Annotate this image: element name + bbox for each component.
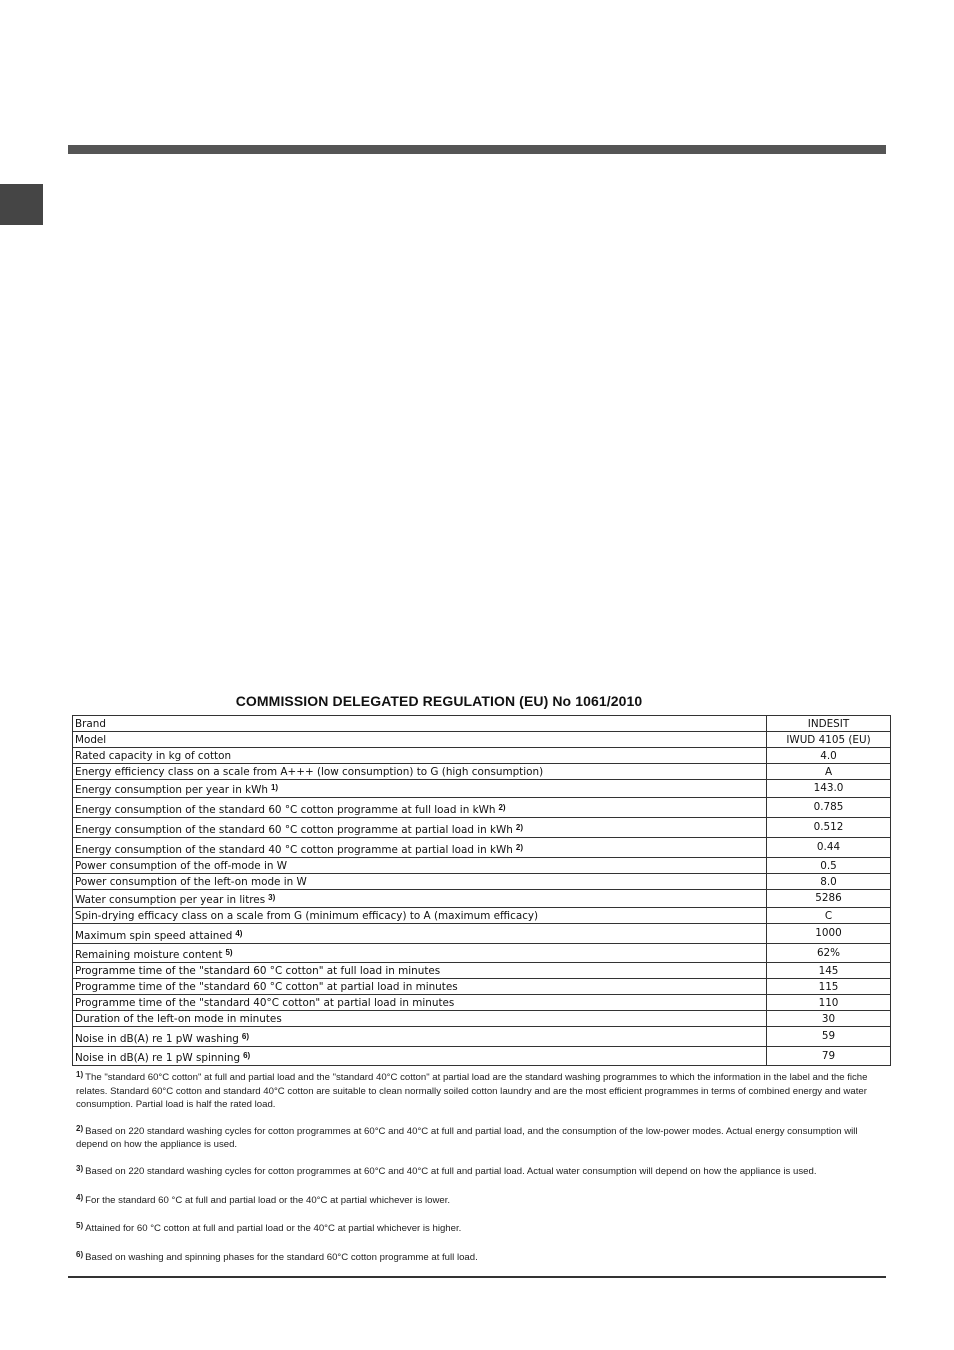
table-row [73,924,891,944]
spec-value: 143.0 [767,780,891,798]
spec-value: 110 [767,995,891,1011]
spec-label: Remaining moisture content [75,949,223,961]
footnote-number: 2) [76,1123,84,1133]
footnote [76,1068,876,1112]
table-row [73,838,891,858]
spec-label-cell [73,798,767,818]
spec-value: 0.5 [767,858,891,874]
table-row [73,944,891,963]
spec-label-cell [73,818,767,838]
footnote-ref: 2) [515,823,524,832]
spec-value: 0.44 [767,838,891,858]
spec-label-cell [73,963,767,979]
spec-label-cell [73,995,767,1011]
spec-value: 5286 [767,890,891,908]
footnote-number: 3) [76,1163,84,1173]
spec-label: Energy efficiency class on a scale from A+++ (low consumption) to G (high consumption) [75,766,544,778]
spec-value: C [767,908,891,924]
footnote-text: The "standard 60°C cotton" at full and partial load and the "standard 40°C cotton" at partial load are the standard washing programmes to which the information in the label and the fiche relates. Standard 60°C cotton and standard 40°C cotton are suitable to clean normally soiled cotton laundry and are the most efficient programmes in terms of combined energy and water consumption. Partial load is half the rated load. [76,1072,868,1111]
spec-value: 1000 [767,924,891,944]
table-row [73,979,891,995]
footnote-ref: 6) [243,1051,251,1060]
spec-value: 8.0 [767,874,891,890]
spec-label: Duration of the left-on mode in minutes [75,1013,282,1025]
spec-label: Maximum spin speed attained [75,930,233,942]
spec-label: Spin-drying efficacy class on a scale from G (minimum efficacy) to A (maximum efficacy) [75,910,539,922]
footnote-ref: 5) [225,948,233,957]
spec-label: Noise in dB(A) re 1 pW spinning [75,1052,241,1064]
spec-value: 145 [767,963,891,979]
spec-label-cell [73,890,767,908]
regulation-title: COMMISSION DELEGATED REGULATION (EU) No 1061/2010 [235,693,643,709]
footnote-text: For the standard 60 °C at full and partial load or the 40°C at partial whichever is lower. [85,1194,451,1206]
footnote [76,1162,876,1179]
spec-label-cell [73,748,767,764]
spec-label: Power consumption of the left-on mode in W [75,876,307,888]
spec-value: 79 [767,1047,891,1066]
spec-label: Programme time of the "standard 60 °C cotton" at full load in minutes [75,965,441,977]
spec-value: 115 [767,979,891,995]
spec-label-cell [73,1027,767,1047]
spec-label-cell [73,780,767,798]
spec-value: 0.512 [767,818,891,838]
spec-value: IWUD 4105 (EU) [767,732,891,748]
spec-value: 59 [767,1027,891,1047]
spec-label-cell [73,1047,767,1066]
table-row [73,732,891,748]
footnote-text: Based on 220 standard washing cycles for cotton programmes at 60°C and 40°C at full and partial load. Actual water consumption will depend on how the appliance is used. [85,1165,817,1177]
footnote-number: 1) [76,1070,84,1079]
table-row [73,1011,891,1027]
footnote [76,1122,876,1152]
footnote-ref: 2) [498,803,506,812]
spec-label: Programme time of the "standard 60 °C cotton" at partial load in minutes [75,981,458,993]
footnote-ref: 3) [268,893,276,902]
table-row [73,780,891,798]
spec-label-cell [73,716,767,732]
table-row [73,1027,891,1047]
footnote-text: Based on 220 standard washing cycles for cotton programmes at 60°C and 40°C at full and partial load, and the consumption of the low-power modes. Actual energy consumption will depend on how the appliance is used. [76,1125,858,1151]
spec-label-cell [73,908,767,924]
footnote-ref: 4) [235,929,243,938]
footnote-ref: 6) [241,1032,250,1041]
spec-label: Model [75,734,107,746]
spec-label-cell [73,874,767,890]
spec-label-cell [73,1011,767,1027]
spec-label: Programme time of the "standard 40°C cotton" at partial load in minutes [75,997,455,1009]
language-tab-marker [0,184,43,225]
footnote [76,1191,876,1208]
footnote-number: 6) [76,1249,84,1259]
spec-label: Rated capacity in kg of cotton [75,750,232,762]
table-row [73,908,891,924]
footnote-number: 4) [76,1192,84,1202]
footnote-number: 5) [76,1221,84,1231]
spec-label: Energy consumption of the standard 60 °C cotton programme at full load in kWh [75,804,496,816]
header-rule [68,145,886,154]
table-row [73,995,891,1011]
footnote [76,1219,876,1236]
spec-label-cell [73,838,767,858]
table-row [73,1047,891,1066]
spec-label: Water consumption per year in litres [75,894,266,906]
spec-label: Energy consumption per year in kWh [75,784,268,796]
table-row [73,858,891,874]
table-row [73,716,891,732]
table-row [73,963,891,979]
spec-value: A [767,764,891,780]
spec-label: Energy consumption of the standard 40 °C cotton programme at partial load in kWh [75,844,513,856]
table-row [73,764,891,780]
spec-value: 4.0 [767,748,891,764]
footnote-text: Attained for 60 °C cotton at full and partial load or the 40°C at partial whichever is higher. [85,1223,462,1235]
footnote-ref: 1) [270,783,279,792]
table-row [73,748,891,764]
footnote-text: Based on washing and spinning phases for the standard 60°C cotton programme at full load. [85,1251,478,1263]
spec-value: 0.785 [767,798,891,818]
spec-label: Power consumption of the off-mode in W [75,860,288,872]
footnotes [76,1068,876,1264]
spec-label-cell [73,732,767,748]
spec-value: 30 [767,1011,891,1027]
spec-label: Energy consumption of the standard 60 °C cotton programme at partial load in kWh [75,824,513,836]
spec-label-cell [73,924,767,944]
spec-label-cell [73,944,767,963]
footer-rule [68,1276,886,1278]
footnote [76,1248,876,1265]
table-row [73,798,891,818]
spec-label-cell [73,979,767,995]
spec-label-cell [73,764,767,780]
table-row [73,818,891,838]
spec-label: Noise in dB(A) re 1 pW washing [75,1033,239,1045]
table-row [73,890,891,908]
spec-value: INDESIT [767,716,891,732]
table-row [73,874,891,890]
spec-label: Brand [75,718,106,730]
footnote-ref: 2) [515,843,524,852]
spec-value: 62% [767,944,891,963]
spec-label-cell [73,858,767,874]
product-fiche-table [72,715,891,1066]
